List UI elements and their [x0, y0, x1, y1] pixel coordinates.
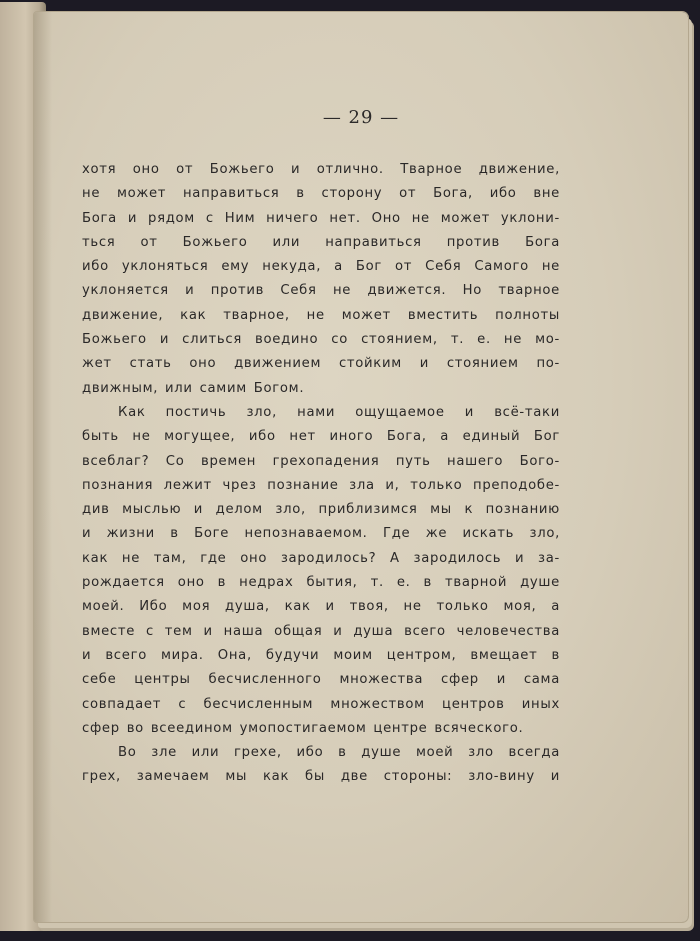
text-line: ибо уклоняться ему некуда, а Бог от Себя Самого не: [82, 259, 560, 275]
text-line: рождается оно в недрах бытия, т. е. в тварной душе: [82, 575, 560, 591]
text-line: познания лежит чрез познание зла и, только преподобе-: [82, 477, 560, 493]
text-line: себе центры бесчисленного множества сфер и сама: [82, 672, 560, 688]
text-line: див мыслью и делом зло, приблизимся мы к познанию: [82, 502, 560, 518]
page-number: — 29 —: [322, 107, 400, 128]
text-line: не может направиться в сторону от Бога, ибо вне: [82, 186, 560, 202]
text-line: как не там, где оно зародилось? А зародилось и за-: [82, 550, 560, 566]
text-line: моей. Ибо моя душа, как и твоя, не только моя, а: [82, 599, 560, 615]
text-line: и жизни в Боге непознаваемом. Где же искать зло,: [82, 526, 560, 542]
text-line: Как постичь зло, нами ощущаемое и всё-таки: [118, 404, 560, 420]
text-line: быть не могущее, ибо нет иного Бога, а единый Бог: [82, 429, 560, 445]
text-line: хотя оно от Божьего и отлично. Тварное движение,: [82, 162, 560, 177]
text-line: всеблаг? Со времен грехопадения путь нашего Бого-: [82, 453, 560, 469]
text-line: грех, замечаем мы как бы две стороны: зло-вину и: [82, 769, 560, 785]
text-line: вместе с тем и наша общая и душа всего человечества: [82, 623, 560, 639]
text-line: Во зле или грехе, ибо в душе моей зло всегда: [118, 745, 560, 761]
text-line: Божьего и слиться воедино со стоянием, т. е. не мо-: [82, 332, 560, 348]
text-line: сфер во всеедином умопостигаемом центре всяческого.: [82, 720, 524, 736]
page-text: [82, 158, 560, 790]
text-line: движение, как тварное, не может вместить полноты: [82, 307, 560, 323]
text-line: уклоняется и против Себя не движется. Но тварное: [82, 283, 560, 299]
text-line: и всего мира. Она, будучи моим центром, вмещает в: [82, 647, 560, 663]
text-line: движным, или самим Богом.: [82, 380, 305, 396]
text-line: ться от Божьего или направиться против Бога: [82, 234, 560, 250]
text-line: совпадает с бесчисленным множеством центров иных: [82, 696, 560, 712]
text-line: жет стать оно движением стойким и стоянием по-: [82, 356, 560, 372]
text-line: Бога и рядом с Ним ничего нет. Оно не может уклони-: [82, 210, 560, 226]
book-page: [34, 12, 688, 922]
